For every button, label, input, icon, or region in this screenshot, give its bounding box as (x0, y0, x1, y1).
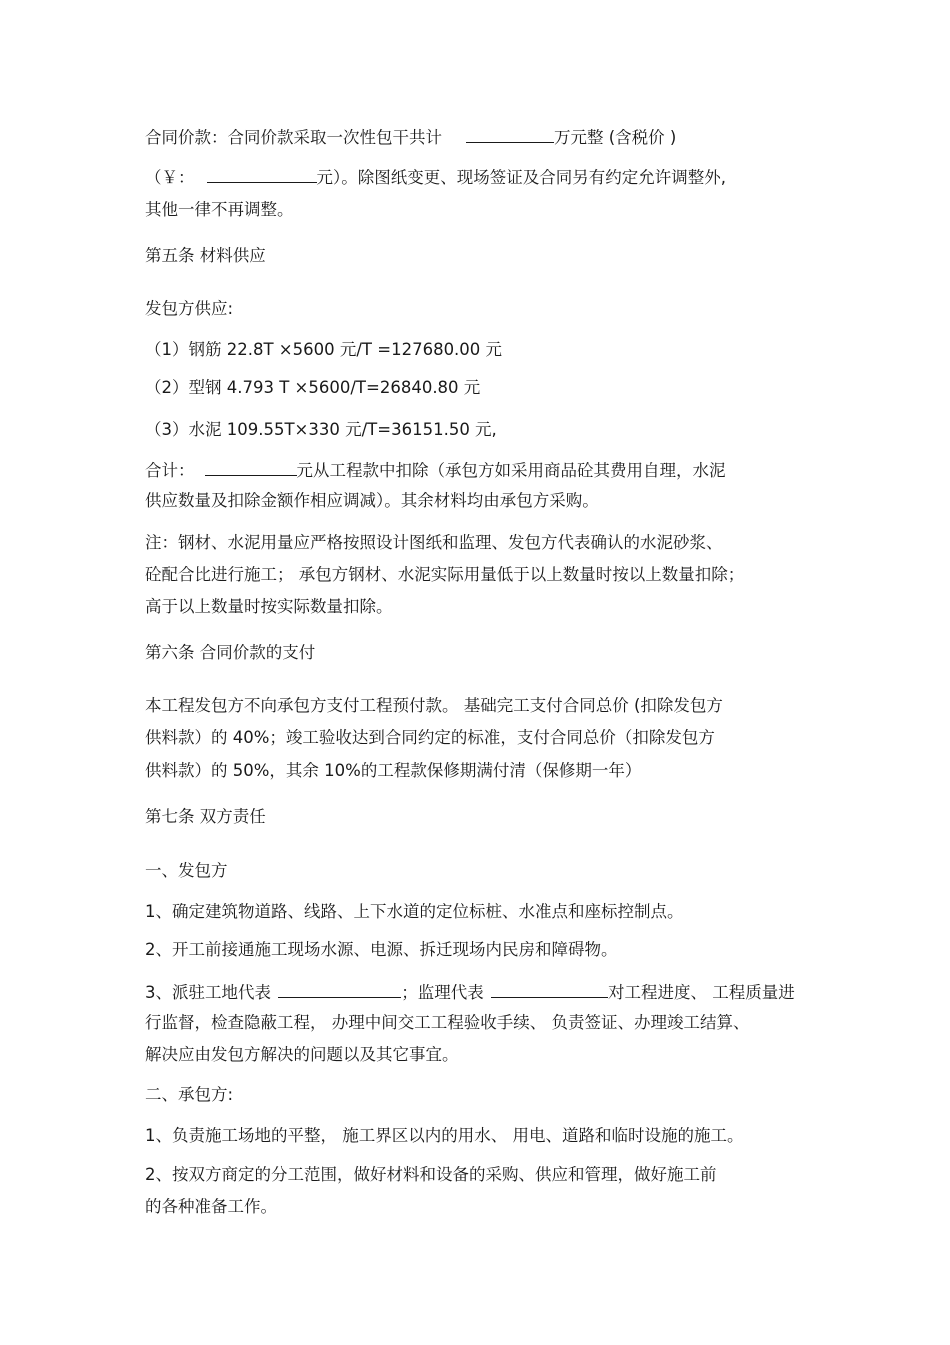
list-item-continuation: 的各种准备工作。 (145, 1197, 277, 1216)
list-item-continuation: 行监督，检查隐蔽工程， 办理中间交工工程验收手续、 负责签证、办理竣工结算、 (145, 1013, 750, 1032)
section-heading: 一、发包方 (145, 861, 228, 880)
total-blank-field (205, 459, 297, 476)
text-segment: ；监理代表 (401, 983, 489, 1002)
text-segment: 万元整 (含税价 ) (554, 128, 677, 147)
text-segment: 合计： (145, 461, 195, 480)
list-item: 2、开工前接通施工现场水源、电源、拆迁现场内民房和障碍物。 (145, 940, 618, 959)
list-item-continuation: 解决应由发包方解决的问题以及其它事宜。 (145, 1045, 459, 1064)
text-segment: （￥： (145, 168, 195, 187)
article-heading: 第七条 双方责任 (145, 807, 266, 826)
site-rep-blank-field (278, 981, 401, 998)
paragraph-line: 本工程发包方不向承包方支付工程预付款。 基础完工支付合同总价 (扣除发包方 (145, 696, 723, 715)
text-segment: 对工程进度、 工程质量进 (608, 983, 795, 1002)
text-segment: 元从工程款中扣除（承包方如采用商品砼其费用自理，水泥 (296, 461, 726, 480)
total-line (145, 459, 726, 482)
paragraph-line: 供料款）的 50%，其余 10%的工程款保修期满付清（保修期一年） (145, 761, 642, 780)
contract-price-line (145, 126, 676, 149)
material-item: （2）型钢 4.793 T ×5600/T=26840.80 元 (145, 378, 481, 397)
section-heading: 二、承包方: (145, 1085, 234, 1104)
supervisor-blank-field (491, 981, 608, 998)
note-line: 高于以上数量时按实际数量扣除。 (145, 597, 393, 616)
paragraph-line: 供应数量及扣除金额作相应调减）。其余材料均由承包方采购。 (145, 491, 599, 510)
article-heading: 第六条 合同价款的支付 (145, 643, 316, 662)
list-item: 1、确定建筑物道路、线路、上下水道的定位标桩、水准点和座标控制点。 (145, 902, 684, 921)
text-segment: 元）。除图纸变更、现场签证及合同另有约定允许调整外, (316, 168, 726, 187)
contract-price-line (145, 166, 726, 189)
material-item: （3）水泥 109.55T×330 元/T=36151.50 元, (145, 420, 497, 439)
text-segment: 3、派驻工地代表 (145, 983, 277, 1002)
paragraph-line: 发包方供应: (145, 299, 234, 318)
amount-blank-field (207, 166, 317, 183)
text-segment: 合同价款：合同价款采取一次性包干共计 (145, 128, 442, 147)
list-item: 1、负责施工场地的平整， 施工界区以内的用水、 用电、道路和临时设施的施工。 (145, 1126, 744, 1145)
note-line: 砼配合比进行施工； 承包方钢材、水泥实际用量低于以上数量时按以上数量扣除； (145, 565, 745, 584)
article-heading: 第五条 材料供应 (145, 246, 266, 265)
note-line: 注：钢材、水泥用量应严格按照设计图纸和监理、发包方代表确认的水泥砂浆、 (145, 533, 723, 552)
list-item: 2、按双方商定的分工范围，做好材料和设备的采购、供应和管理，做好施工前 (145, 1165, 717, 1184)
amount-blank-field (466, 126, 554, 143)
material-item: （1）钢筋 22.8T ×5600 元/T =127680.00 元 (145, 340, 503, 359)
paragraph-line: 供料款）的 40%；竣工验收达到合同约定的标准，支付合同总价（扣除发包方 (145, 728, 715, 747)
list-item (145, 981, 795, 1004)
paragraph-line: 其他一律不再调整。 (145, 200, 294, 219)
